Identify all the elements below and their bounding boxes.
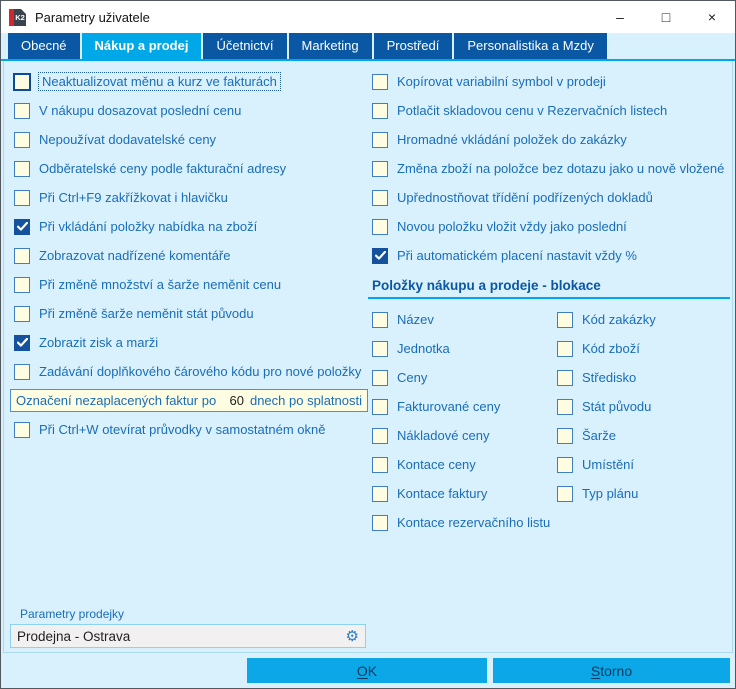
blokace-right-column: [553, 305, 730, 537]
checkbox-label[interactable]: Kód zboží: [582, 341, 640, 356]
blokace-section-title: Položky nákupu a prodeje - blokace: [372, 278, 601, 293]
tab-2[interactable]: Nákup a prodej: [82, 33, 202, 59]
window-controls: [597, 1, 735, 33]
checkbox-unchecked[interactable]: [372, 161, 388, 177]
tab-5[interactable]: Prostředí: [374, 33, 453, 59]
checkbox-label[interactable]: Nepoužívat dodavatelské ceny: [39, 132, 217, 147]
checkbox-row: [368, 305, 553, 334]
checkbox-unchecked[interactable]: [557, 457, 573, 473]
checkbox-row: [368, 479, 553, 508]
checkbox-unchecked[interactable]: [13, 73, 31, 91]
unpaid-days-value[interactable]: 60: [229, 393, 244, 408]
checkbox-checked[interactable]: [14, 219, 30, 235]
checkbox-row: [10, 183, 368, 212]
check-icon: [17, 222, 28, 231]
checkbox-label[interactable]: Při automatickém placení nastavit vždy %: [397, 248, 637, 263]
checkbox-row: [553, 392, 730, 421]
checkbox-label[interactable]: Při změně množství a šarže neměnit cenu: [39, 277, 282, 292]
minimize-icon[interactable]: –: [616, 9, 624, 25]
right-checkbox-column: [368, 67, 730, 270]
checkbox-row: [10, 241, 368, 270]
k2-logo-corner: [21, 9, 26, 14]
window-title: Parametry uživatele: [35, 9, 150, 25]
checkbox-unchecked[interactable]: [372, 486, 388, 502]
checkbox-checked[interactable]: [372, 248, 388, 264]
checkbox-row: [368, 392, 553, 421]
checkbox-unchecked[interactable]: [372, 219, 388, 235]
checkbox-label[interactable]: Ceny: [397, 370, 428, 385]
checkbox-unchecked[interactable]: [372, 457, 388, 473]
checkbox-row: [10, 96, 368, 125]
checkbox-label[interactable]: Odběratelské ceny podle fakturační adresy: [39, 161, 287, 176]
check-icon: [375, 251, 386, 260]
checkbox-unchecked[interactable]: [372, 370, 388, 386]
checkbox-unchecked[interactable]: [372, 74, 388, 90]
checkbox-label[interactable]: Zadávání doplňkového čárového kódu pro nové položky: [39, 364, 362, 379]
checkbox-row: [368, 212, 730, 241]
checkbox-row: [10, 270, 368, 299]
checkbox-row: [368, 125, 730, 154]
unpaid-invoices-suffix: dnech po splatnosti: [249, 393, 362, 408]
maximize-icon[interactable]: □: [661, 9, 671, 25]
checkbox-unchecked[interactable]: [14, 422, 30, 438]
checkbox-row: [368, 421, 553, 450]
parametry-prodejky-field[interactable]: [10, 624, 366, 648]
checkbox-label[interactable]: Kontace ceny: [397, 457, 476, 472]
checkbox-unchecked[interactable]: [14, 364, 30, 380]
checkbox-label[interactable]: V nákupu dosazovat poslední cenu: [39, 103, 242, 118]
right-column: [368, 67, 730, 537]
blokace-grid: [368, 305, 730, 537]
checkbox-label[interactable]: Šarže: [582, 428, 616, 443]
parametry-prodejky-value: Prodejna - Ostrava: [17, 628, 131, 644]
checkbox-label[interactable]: Zobrazovat nadřízené komentáře: [39, 248, 231, 263]
tab-1[interactable]: Obecné: [8, 33, 80, 59]
checkbox-unchecked[interactable]: [372, 515, 388, 531]
left-checkbox-column: [10, 67, 368, 444]
checkbox-row: [10, 299, 368, 328]
checkbox-row: [10, 67, 368, 96]
tab-bar: [1, 33, 735, 59]
close-icon[interactable]: ×: [707, 9, 717, 25]
checkbox-label[interactable]: Kontace faktury: [397, 486, 488, 501]
checkbox-unchecked[interactable]: [372, 312, 388, 328]
ok-button[interactable]: OK: [247, 658, 487, 683]
checkbox-label[interactable]: Středisko: [582, 370, 637, 385]
footer-button-bar: [1, 653, 735, 688]
checkbox-unchecked[interactable]: [557, 370, 573, 386]
check-icon: [17, 338, 28, 347]
checkbox-unchecked[interactable]: [372, 399, 388, 415]
checkbox-row: [368, 450, 553, 479]
checkbox-unchecked[interactable]: [372, 132, 388, 148]
checkbox-row: [368, 96, 730, 125]
checkbox-label[interactable]: Název: [397, 312, 434, 327]
blokace-section-rule: [368, 297, 730, 299]
checkbox-row: [368, 241, 730, 270]
checkbox-row: [368, 508, 553, 537]
checkbox-row: [10, 125, 368, 154]
checkbox-label[interactable]: Potlačit skladovou cenu v Rezervačních listech: [397, 103, 668, 118]
k2-logo-icon: [9, 9, 26, 26]
unpaid-invoices-field[interactable]: [10, 389, 368, 412]
checkbox-unchecked[interactable]: [557, 312, 573, 328]
parametry-prodejky-group: [10, 607, 366, 648]
checkbox-label[interactable]: Kód zakázky: [582, 312, 656, 327]
checkbox-label[interactable]: Umístění: [582, 457, 635, 472]
checkbox-unchecked[interactable]: [372, 341, 388, 357]
tab-4[interactable]: Marketing: [289, 33, 372, 59]
checkbox-unchecked[interactable]: [557, 341, 573, 357]
checkbox-row: [553, 334, 730, 363]
unpaid-invoices-prefix: Označení nezaplacených faktur po: [16, 393, 217, 408]
checkbox-row: [10, 154, 368, 183]
storno-button[interactable]: Storno: [493, 658, 730, 683]
checkbox-label[interactable]: Kontace rezervačního listu: [397, 515, 551, 530]
checkbox-row: [553, 305, 730, 334]
checkbox-row: [553, 479, 730, 508]
tab-3[interactable]: Účetnictví: [203, 33, 286, 59]
checkbox-unchecked[interactable]: [14, 248, 30, 264]
checkbox-label[interactable]: Změna zboží na položce bez dotazu jako u nově vložené: [397, 161, 725, 176]
checkbox-label[interactable]: Nákladové ceny: [397, 428, 490, 443]
checkbox-unchecked[interactable]: [372, 428, 388, 444]
checkbox-row: [10, 328, 368, 357]
checkbox-checked[interactable]: [14, 335, 30, 351]
parametry-prodejky-label: Parametry prodejky: [20, 607, 125, 621]
checkbox-unchecked[interactable]: [372, 190, 388, 206]
checkbox-unchecked[interactable]: [14, 103, 30, 119]
checkbox-row: [10, 415, 368, 444]
checkbox-label[interactable]: Typ plánu: [582, 486, 639, 501]
checkbox-unchecked[interactable]: [557, 428, 573, 444]
checkbox-label[interactable]: Hromadné vkládání položek do zakázky: [397, 132, 627, 147]
checkbox-label[interactable]: Stát původu: [582, 399, 652, 414]
checkbox-label[interactable]: Jednotka: [397, 341, 450, 356]
checkbox-label[interactable]: Při vkládání položky nabídka na zboží: [39, 219, 258, 234]
checkbox-label[interactable]: Při změně šarže neměnit stát původu: [39, 306, 254, 321]
content-panel: [3, 61, 733, 653]
checkbox-label[interactable]: Upřednostňovat třídění podřízených dokladů: [397, 190, 653, 205]
checkbox-row: [368, 67, 730, 96]
checkbox-unchecked[interactable]: [14, 161, 30, 177]
titlebar: [1, 1, 735, 33]
checkbox-row: [368, 363, 553, 392]
blokace-left-column: [368, 305, 553, 537]
tab-6[interactable]: Personalistika a Mzdy: [454, 33, 606, 59]
checkbox-label[interactable]: Při Ctrl+W otevírat průvodky v samostatném okně: [39, 422, 326, 437]
checkbox-unchecked[interactable]: [14, 306, 30, 322]
checkbox-label[interactable]: Při Ctrl+F9 zakřížkovat i hlavičku: [39, 190, 228, 205]
checkbox-label[interactable]: Zobrazit zisk a marži: [39, 335, 159, 350]
checkbox-unchecked[interactable]: [557, 486, 573, 502]
checkbox-label[interactable]: Kopírovat variabilní symbol v prodeji: [397, 74, 606, 89]
checkbox-row: [553, 421, 730, 450]
checkbox-row: [368, 334, 553, 363]
checkbox-row: [10, 357, 368, 386]
checkbox-row: [368, 154, 730, 183]
checkbox-unchecked[interactable]: [372, 103, 388, 119]
checkbox-label[interactable]: Neaktualizovat měnu a kurz ve fakturách: [39, 73, 280, 90]
checkbox-label[interactable]: Fakturované ceny: [397, 399, 501, 414]
k2-logo-text: K2: [15, 12, 25, 22]
checkbox-unchecked[interactable]: [14, 132, 30, 148]
checkbox-row: [368, 183, 730, 212]
checkbox-row: [553, 363, 730, 392]
checkbox-unchecked[interactable]: [14, 277, 30, 293]
checkbox-unchecked[interactable]: [14, 190, 30, 206]
checkbox-row: [10, 212, 368, 241]
checkbox-unchecked[interactable]: [557, 399, 573, 415]
gear-icon[interactable]: ⚙: [345, 627, 359, 645]
checkbox-row: [553, 450, 730, 479]
checkbox-label[interactable]: Novou položku vložit vždy jako poslední: [397, 219, 627, 234]
